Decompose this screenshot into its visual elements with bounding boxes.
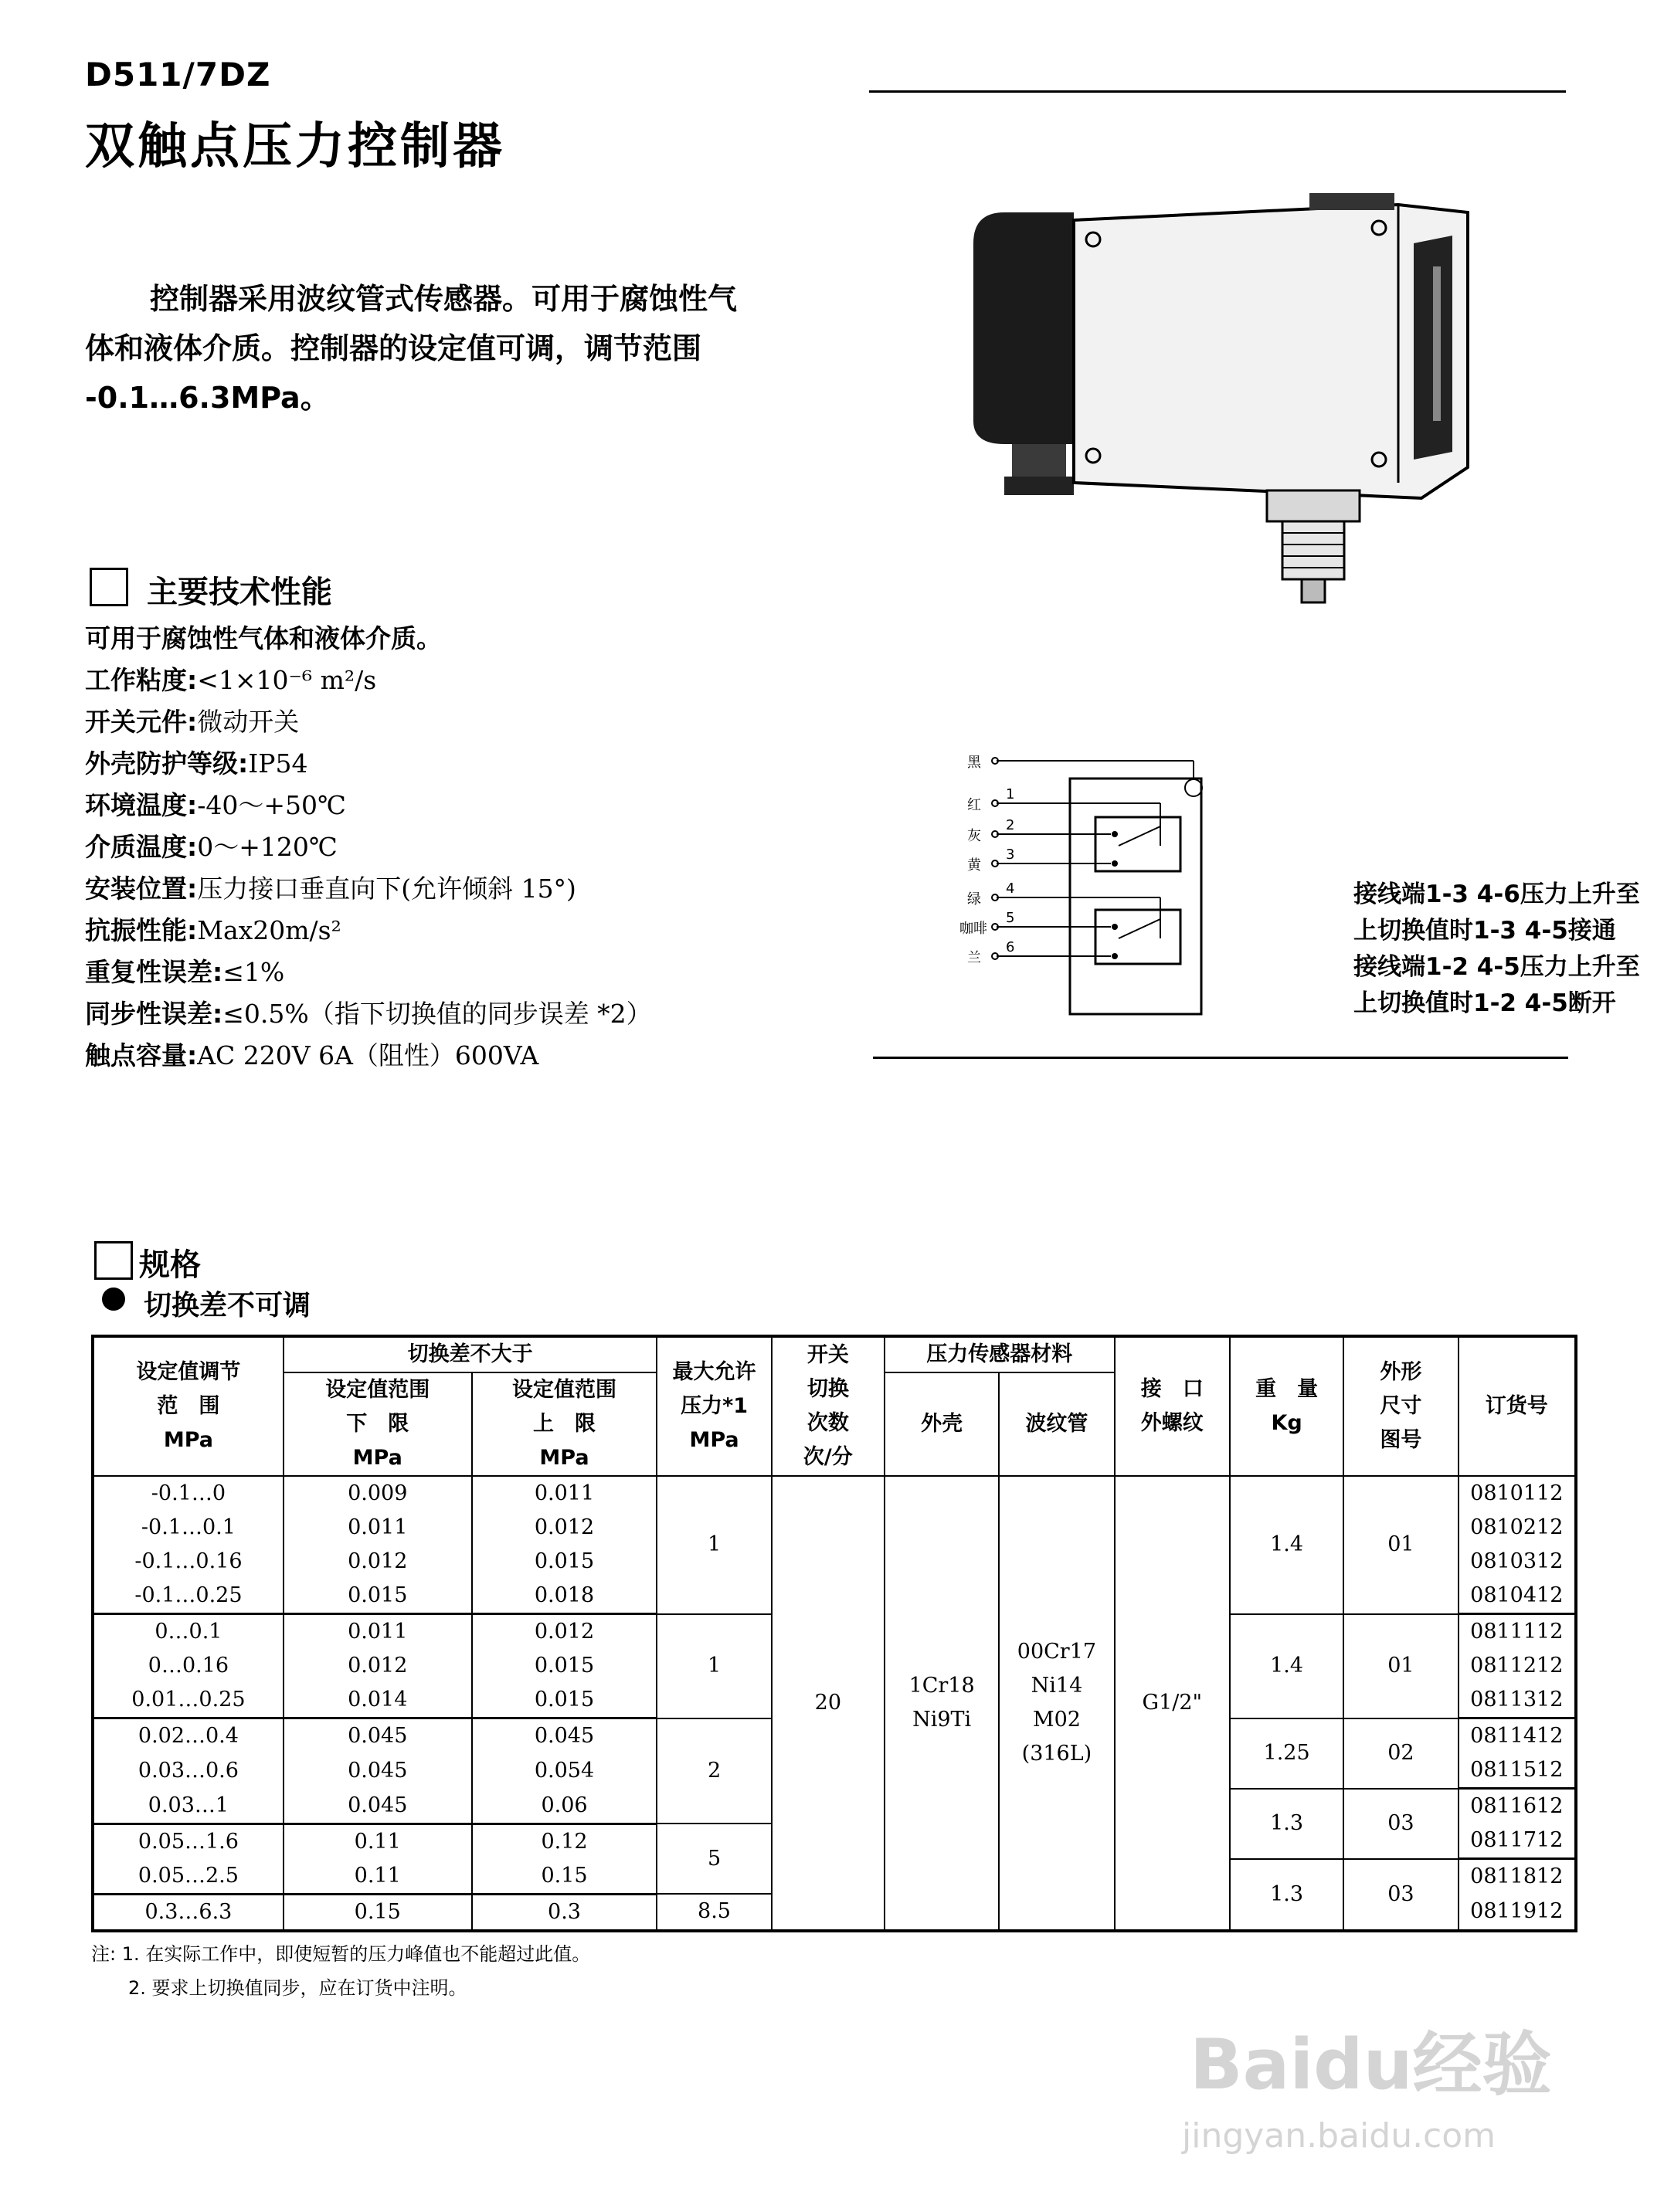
cell-range: -0.1…0.25 xyxy=(93,1579,284,1614)
cell-lower: 0.11 xyxy=(284,1859,472,1895)
cell-upper: 0.015 xyxy=(472,1545,657,1579)
page-title: 双触点压力控制器 xyxy=(85,118,505,175)
contact-dot xyxy=(1112,953,1118,959)
intro-line: -0.1…6.3MPa。 xyxy=(85,381,330,415)
cell-range: 0…0.1 xyxy=(93,1614,284,1650)
header-line: 上 限 xyxy=(533,1412,596,1436)
tech-spec-value: <1×10⁻⁶ m²/s xyxy=(197,665,377,695)
tech-spec-item xyxy=(85,952,652,993)
cell-range: 0.05…1.6 xyxy=(93,1824,284,1859)
cell-weight: 1.3 xyxy=(1230,1789,1343,1859)
cell-order: 0811912 xyxy=(1459,1894,1576,1931)
header-range xyxy=(93,1336,284,1476)
cell-lower: 0.045 xyxy=(284,1789,472,1824)
tech-spec-item xyxy=(85,1035,652,1077)
header-line: 最大允许 xyxy=(672,1360,756,1384)
cell-max-pressure: 1 xyxy=(657,1476,771,1614)
cell-weight: 1.3 xyxy=(1230,1859,1343,1931)
header-line: 重 量 xyxy=(1255,1377,1319,1401)
header-line: 设定值调节 xyxy=(136,1360,241,1384)
gland-nut xyxy=(1004,477,1074,495)
port-tip xyxy=(1302,579,1325,602)
model-number: D511/7DZ xyxy=(85,56,271,93)
spec-table xyxy=(91,1335,1577,1932)
header-diff-group: 切换差不大于 xyxy=(284,1336,657,1372)
header-line: 设定值范围 xyxy=(512,1378,616,1402)
tech-spec-key: 环境温度: xyxy=(85,790,198,820)
product-photo xyxy=(958,189,1499,637)
cell-thread: G1/2" xyxy=(1115,1476,1230,1931)
cell-upper: 0.3 xyxy=(472,1894,657,1931)
tech-spec-item xyxy=(85,868,652,910)
cell-order: 0811212 xyxy=(1459,1649,1576,1683)
header-line: 范 围 xyxy=(157,1394,220,1418)
tech-spec-key: 可用于腐蚀性气体和液体介质。 xyxy=(85,623,442,653)
cell-order: 0811712 xyxy=(1459,1824,1576,1859)
header-housing: 外壳 xyxy=(885,1372,999,1476)
wire-color-label: 黑 xyxy=(967,755,981,771)
cell-range: 0.3…6.3 xyxy=(93,1894,284,1931)
tech-spec-value: IP54 xyxy=(248,748,308,779)
tech-spec-value: AC 220V 6A（阻性）600VA xyxy=(197,1040,539,1070)
cell-lower: 0.11 xyxy=(284,1824,472,1859)
cell-weight: 1.25 xyxy=(1230,1718,1343,1789)
header-thread xyxy=(1115,1336,1230,1476)
cell-upper: 0.06 xyxy=(472,1789,657,1824)
tech-spec-key: 开关元件: xyxy=(85,707,198,737)
tech-spec-value: 微动开关 xyxy=(197,707,300,737)
tech-spec-list xyxy=(85,618,652,1077)
connector-plug xyxy=(973,212,1074,444)
intro-line: 控制器采用波纹管式传感器。可用于腐蚀性气 xyxy=(150,282,738,316)
cell-max-pressure: 2 xyxy=(657,1718,771,1824)
tech-spec-item xyxy=(85,743,652,785)
cell-lower: 0.011 xyxy=(284,1511,472,1545)
watermark-logo: Baidu经验 xyxy=(1190,2024,1552,2105)
cell-order: 0810212 xyxy=(1459,1511,1576,1545)
tech-spec-key: 抗振性能: xyxy=(85,915,198,945)
header-line: MPa xyxy=(163,1428,213,1452)
cell-dim: 01 xyxy=(1343,1476,1458,1614)
terminal-number: 5 xyxy=(1006,910,1015,926)
spec-section-title: 规格 xyxy=(139,1247,201,1283)
terminal-box xyxy=(1070,779,1201,1014)
intro-paragraph xyxy=(85,274,803,422)
switch-1-contact xyxy=(1119,826,1160,846)
cell-upper: 0.12 xyxy=(472,1824,657,1859)
cell-bellows-line: 00Cr17 xyxy=(1017,1639,1097,1664)
wiring-diagram xyxy=(958,741,1251,1019)
footnote: 注: 1. 在实际工作中，即使短暂的压力峰值也不能超过此值。 xyxy=(91,1943,591,1965)
cell-range: 0.03…0.6 xyxy=(93,1753,284,1789)
cell-order: 0810312 xyxy=(1459,1545,1576,1579)
footnote: 2. 要求上切换值同步，应在订货中注明。 xyxy=(128,1977,467,1999)
header-line: 下 限 xyxy=(346,1412,409,1436)
cell-range: -0.1…0.16 xyxy=(93,1545,284,1579)
cell-bellows-line: M02 xyxy=(1032,1707,1081,1732)
cell-upper: 0.012 xyxy=(472,1614,657,1650)
terminal-number: 6 xyxy=(1006,939,1015,955)
header-line: MPa xyxy=(352,1446,402,1470)
tech-spec-value: ≤1% xyxy=(222,957,285,987)
tech-spec-value: 压力接口垂直向下(允许倾斜 15°) xyxy=(197,874,576,904)
cell-lower: 0.045 xyxy=(284,1718,472,1754)
pressure-port-hex xyxy=(1267,490,1360,521)
header-line: 外形 xyxy=(1380,1360,1422,1384)
header-lower xyxy=(284,1372,472,1476)
cell-dim: 02 xyxy=(1343,1718,1458,1789)
cell-lower: 0.011 xyxy=(284,1614,472,1650)
cell-range: -0.1…0.1 xyxy=(93,1511,284,1545)
header-line: 次数 xyxy=(807,1411,849,1435)
spec-table-body xyxy=(93,1476,1576,1931)
header-line: 次/分 xyxy=(803,1445,853,1469)
cell-dim: 01 xyxy=(1343,1614,1458,1718)
tech-spec-key: 重复性误差: xyxy=(85,957,223,987)
tech-spec-key: 同步性误差: xyxy=(85,999,223,1029)
cell-lower: 0.012 xyxy=(284,1545,472,1579)
header-order: 订货号 xyxy=(1459,1336,1576,1476)
wiring-note: 上切换值时1-2 4-5断开 xyxy=(1353,989,1616,1017)
cell-upper: 0.011 xyxy=(472,1476,657,1511)
tech-spec-value: ≤0.5%（指下切换值的同步误差 *2） xyxy=(222,999,652,1029)
terminal-number: 3 xyxy=(1006,846,1015,863)
terminal-number: 2 xyxy=(1006,817,1015,833)
tech-section-title: 主要技术性能 xyxy=(147,575,332,610)
side-slot xyxy=(1433,266,1441,421)
wire-color-label: 黄 xyxy=(967,857,981,874)
tech-spec-item xyxy=(85,826,652,868)
cell-range: 0.02…0.4 xyxy=(93,1718,284,1754)
header-upper xyxy=(472,1372,657,1476)
cell-max-pressure: 5 xyxy=(657,1824,771,1894)
tech-spec-value: 0～+120℃ xyxy=(197,832,338,862)
header-rule xyxy=(869,90,1566,93)
cell-housing xyxy=(885,1476,999,1931)
cell-max-pressure: 1 xyxy=(657,1614,771,1718)
cell-upper: 0.012 xyxy=(472,1511,657,1545)
wiring-note: 上切换值时1-3 4-5接通 xyxy=(1353,917,1616,945)
cell-order: 0811412 xyxy=(1459,1718,1576,1754)
ground-icon xyxy=(1185,779,1202,796)
tech-spec-item xyxy=(85,993,652,1035)
cell-order: 0811312 xyxy=(1459,1683,1576,1718)
header-line: MPa xyxy=(539,1446,589,1470)
header-line: MPa xyxy=(689,1428,739,1452)
cell-order: 0811512 xyxy=(1459,1753,1576,1789)
tech-spec-value: Max20m/s² xyxy=(197,915,341,945)
header-line: 尺寸 xyxy=(1380,1394,1422,1418)
cell-upper: 0.045 xyxy=(472,1718,657,1754)
tech-spec-key: 触点容量: xyxy=(85,1040,198,1070)
intro-line: 体和液体介质。控制器的设定值可调，调节范围 xyxy=(85,331,702,365)
section-checkbox-icon xyxy=(90,568,128,606)
cell-upper: 0.15 xyxy=(472,1859,657,1895)
tech-spec-key: 外壳防护等级: xyxy=(85,748,249,779)
bullet-icon xyxy=(102,1288,125,1311)
header-max-pressure xyxy=(657,1336,771,1476)
cell-lower: 0.045 xyxy=(284,1753,472,1789)
tech-spec-key: 工作粘度: xyxy=(85,665,198,695)
cell-upper: 0.015 xyxy=(472,1649,657,1683)
tech-spec-key: 介质温度: xyxy=(85,832,198,862)
header-bellows: 波纹管 xyxy=(999,1372,1114,1476)
wire-color-label: 绿 xyxy=(967,891,981,908)
tech-spec-key: 安装位置: xyxy=(85,874,198,904)
wire-color-label: 兰 xyxy=(967,950,981,966)
contact-dot xyxy=(1112,831,1118,837)
header-material-group: 压力传感器材料 xyxy=(885,1336,1115,1372)
cell-switch-freq: 20 xyxy=(772,1476,885,1931)
wiring-notes xyxy=(1353,877,1640,1022)
contact-dot xyxy=(1112,860,1118,867)
cell-housing-line: Ni9Ti xyxy=(912,1707,972,1732)
wiring-note: 接线端1-3 4-6压力上升至 xyxy=(1353,880,1640,908)
cell-order: 0811112 xyxy=(1459,1614,1576,1650)
tech-spec-item xyxy=(85,785,652,826)
cell-lower: 0.015 xyxy=(284,1579,472,1614)
cell-housing-line: 1Cr18 xyxy=(908,1673,975,1698)
terminal-number: 1 xyxy=(1006,786,1015,802)
header-weight xyxy=(1230,1336,1343,1476)
tech-spec-item xyxy=(85,618,652,660)
cell-range: 0.05…2.5 xyxy=(93,1859,284,1895)
cell-weight: 1.4 xyxy=(1230,1614,1343,1718)
terminal-number: 4 xyxy=(1006,880,1015,897)
cell-lower: 0.014 xyxy=(284,1683,472,1718)
cell-range: -0.1…0 xyxy=(93,1476,284,1511)
cell-order: 0810412 xyxy=(1459,1579,1576,1614)
cell-bellows-line: (316L) xyxy=(1021,1741,1092,1766)
cell-lower: 0.009 xyxy=(284,1476,472,1511)
housing xyxy=(1074,205,1468,498)
top-adjuster xyxy=(1309,193,1394,210)
cell-bellows-line: Ni14 xyxy=(1031,1673,1083,1698)
header-line: 外螺纹 xyxy=(1140,1411,1204,1435)
tech-spec-item xyxy=(85,701,652,743)
header-switch-freq xyxy=(772,1336,885,1476)
contact-dot xyxy=(1112,924,1118,930)
section-checkbox-icon xyxy=(94,1241,133,1280)
header-line: 图号 xyxy=(1380,1428,1422,1452)
cell-weight: 1.4 xyxy=(1230,1476,1343,1614)
cell-range: 0.01…0.25 xyxy=(93,1683,284,1718)
cell-order: 0811812 xyxy=(1459,1859,1576,1895)
header-line: 接 口 xyxy=(1140,1377,1204,1401)
header-line: 设定值范围 xyxy=(325,1378,430,1402)
cell-order: 0810112 xyxy=(1459,1476,1576,1511)
header-line: 切换 xyxy=(807,1377,849,1401)
header-line: Kg xyxy=(1271,1411,1302,1435)
table-row xyxy=(93,1476,1576,1511)
cell-lower: 0.012 xyxy=(284,1649,472,1683)
cell-upper: 0.054 xyxy=(472,1753,657,1789)
wiring-rule xyxy=(873,1057,1568,1059)
spec-subtitle: 切换差不可调 xyxy=(144,1290,311,1321)
cell-order: 0811612 xyxy=(1459,1789,1576,1824)
cell-range: 0…0.16 xyxy=(93,1649,284,1683)
cell-upper: 0.018 xyxy=(472,1579,657,1614)
wiring-note: 接线端1-2 4-5压力上升至 xyxy=(1353,953,1640,981)
wire-color-label: 咖啡 xyxy=(959,921,987,937)
watermark-url: jingyan.baidu.com xyxy=(1182,2116,1496,2156)
tech-spec-item xyxy=(85,910,652,952)
pressure-port-thread xyxy=(1282,521,1344,579)
wire-color-label: 灰 xyxy=(967,828,981,844)
cell-lower: 0.15 xyxy=(284,1894,472,1931)
cell-dim: 03 xyxy=(1343,1789,1458,1859)
header-line: 压力*1 xyxy=(681,1394,748,1418)
cell-range: 0.03…1 xyxy=(93,1789,284,1824)
cell-upper: 0.015 xyxy=(472,1683,657,1718)
header-line: 开关 xyxy=(807,1343,849,1367)
switch-2-contact xyxy=(1119,919,1160,938)
wire-label-group xyxy=(959,755,1014,966)
header-dim xyxy=(1343,1336,1458,1476)
tech-spec-item xyxy=(85,660,652,701)
cell-dim: 03 xyxy=(1343,1859,1458,1931)
tech-spec-value: -40～+50℃ xyxy=(197,790,346,820)
wire-color-label: 红 xyxy=(967,797,981,813)
cell-bellows xyxy=(999,1476,1114,1931)
cell-max-pressure: 8.5 xyxy=(657,1894,771,1931)
footnotes xyxy=(91,1937,590,2005)
